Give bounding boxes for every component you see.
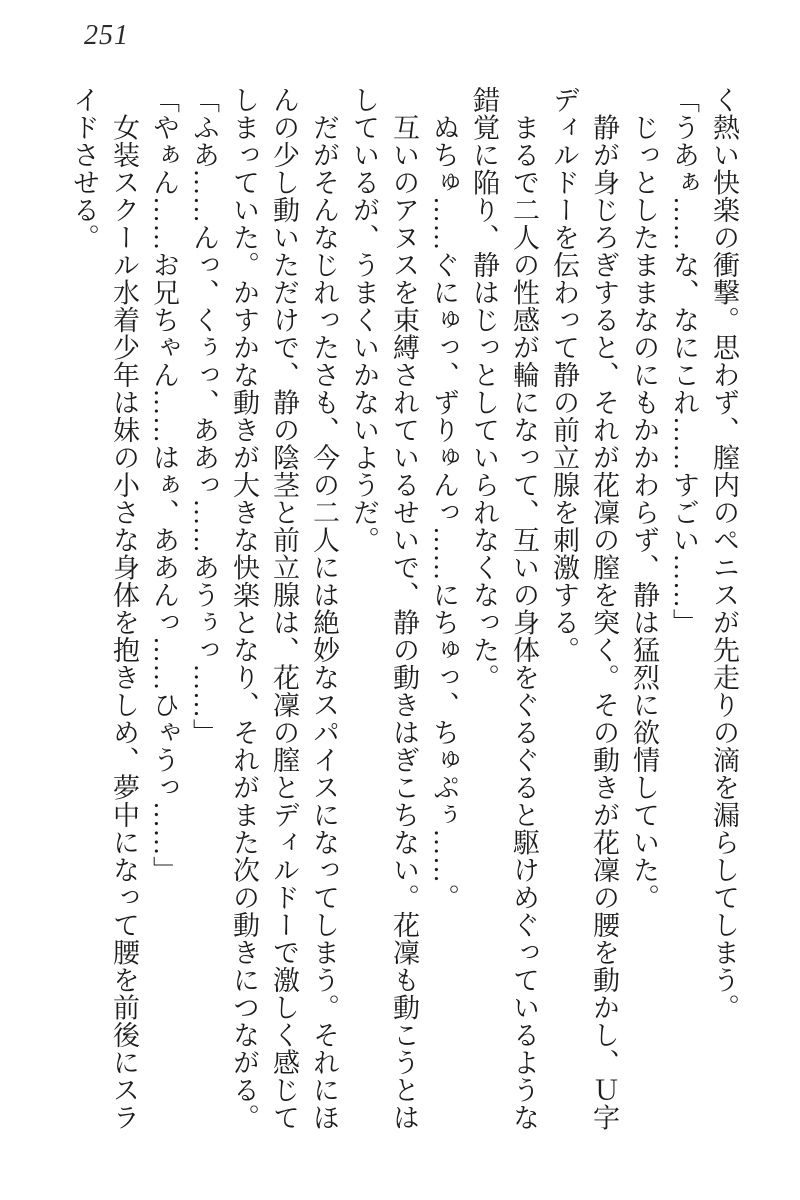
text-column: ディルドーを伝わって静の前立腺を刺激する。 — [549, 86, 579, 664]
text-column: しまっていた。かすかな動きが大きな快楽となり、それがまた次の動きにつながる。 — [229, 86, 259, 1131]
text-column: 錯覚に陥り、静はじっとしていられなくなった。 — [469, 86, 499, 691]
page-number: 251 — [84, 20, 129, 51]
text-column: だがそんなじれったさも、今の二人には絶妙なスパイスになってしまう。それにほ — [309, 86, 339, 1131]
text-column: 互いのアヌスを束縛されているせいで、静の動きはぎこちない。花凜も動こうとは — [389, 86, 419, 1131]
text-column: 女装スクール水着少年は妹の小さな身体を抱きしめ、夢中になって腰を前後にスラ — [109, 86, 139, 1131]
text-column: 「ふあ……んっ、くぅっ、ああっ……あうぅっ……」 — [189, 86, 219, 746]
text-column: く熱い快楽の衝撃。思わず、膣内のペニスが先走りの滴を漏らしてしまう。 — [709, 86, 739, 1021]
text-column: 静が身じろぎすると、それが花凜の膣を突く。その動きが花凜の腰を動かし、Ｕ字 — [589, 86, 619, 1131]
text-column: しているが、うまくいかないようだ。 — [349, 86, 379, 554]
text-column: ぬちゅ……ぐにゅっ、ずりゅんっ……にちゅっ、ちゅぷぅ……。 — [429, 86, 459, 911]
body-text — [64, 86, 744, 1186]
text-column: 「うあぁ……な、なにこれ……すごい……」 — [669, 86, 699, 636]
text-column: まるで二人の性感が輪になって、互いの身体をぐるぐると駆けめぐっているような — [509, 86, 539, 1131]
text-column: イドさせる。 — [69, 86, 99, 251]
text-column: 「やぁん……お兄ちゃん……はぁ、ああんっ……ひゃうっ……」 — [149, 86, 179, 884]
text-column: じっとしたままなのにもかかわらず、静は猛烈に欲情していた。 — [629, 86, 659, 911]
text-column: んの少し動いただけで、静の陰茎と前立腺は、花凜の膣とディルドーで激しく感じて — [269, 86, 299, 1131]
